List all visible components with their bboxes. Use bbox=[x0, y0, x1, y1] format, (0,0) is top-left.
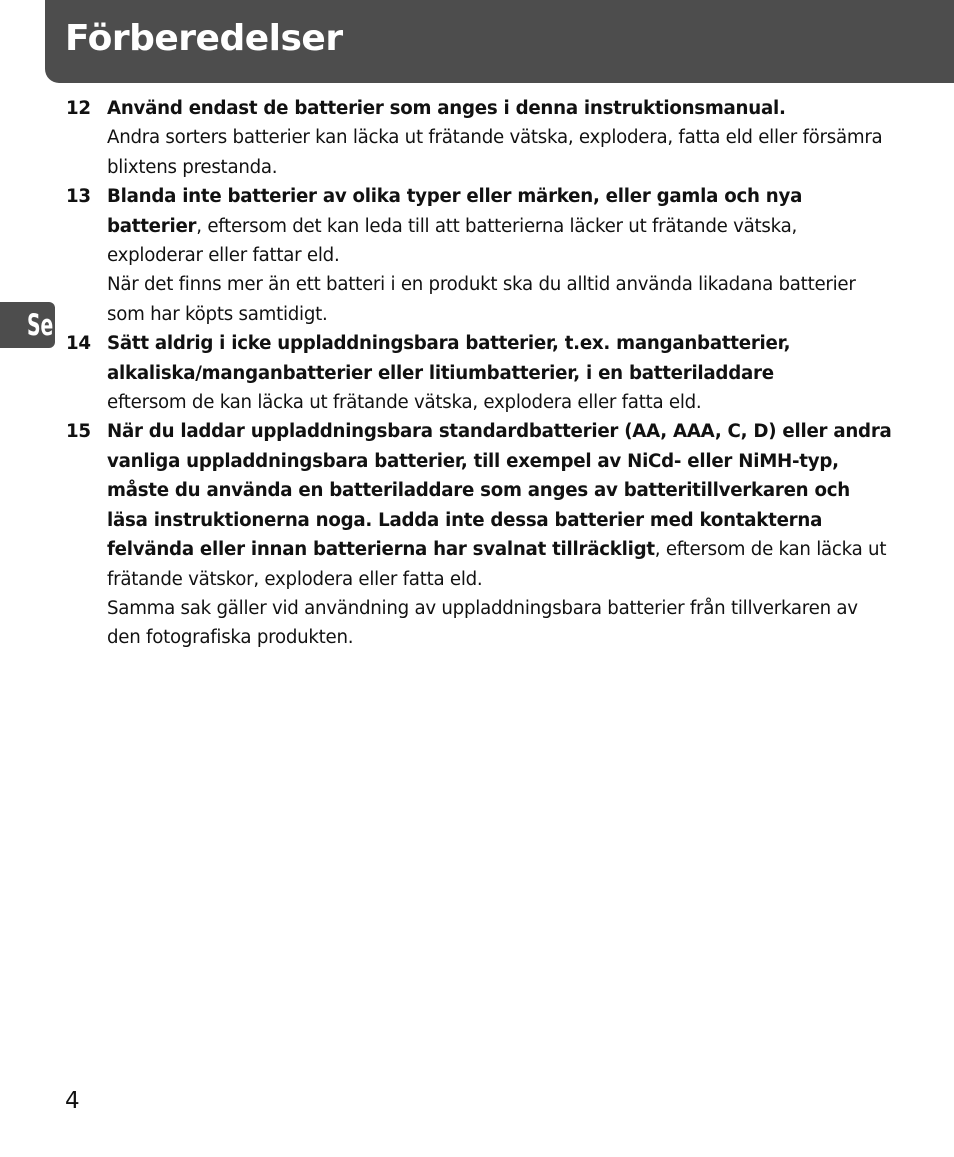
language-tab-label: Se bbox=[27, 308, 54, 342]
item-body bbox=[107, 182, 896, 329]
item-extra-text: eftersom de kan läcka ut frätande vätska, explodera eller fatta eld. bbox=[107, 392, 702, 414]
item-heading: Blanda inte batterier av olika typer eller märken, eller gamla och nya batterier bbox=[107, 186, 803, 237]
item-number: 13 bbox=[66, 186, 91, 208]
page-title: Förberedelser bbox=[65, 18, 343, 59]
item-text: , eftersom det kan leda till att batterierna läcker ut frätande vätska, exploderar eller fattar eld. bbox=[107, 215, 797, 267]
page-number: 4 bbox=[65, 1088, 80, 1114]
item-heading: När du laddar uppladdningsbara standardbatterier (AA, AAA, C, D) eller andra vanliga uppladdningsbara batterier, till exempel av NiCd- eller NiMH-typ, måste du använda en batteriladdare som anges av batteritillverkaren och läsa instruktionerna noga. Ladda inte dessa batterier med kontakterna felvända eller innan batterierna har svalnat tillräckligt bbox=[107, 421, 892, 561]
warning-item-12 bbox=[66, 94, 896, 182]
item-heading: Använd endast de batterier som anges i denna instruktionsmanual. bbox=[107, 98, 786, 119]
warning-list bbox=[66, 94, 896, 653]
item-number: 15 bbox=[66, 421, 91, 443]
warning-item-13 bbox=[66, 182, 896, 329]
warning-item-14 bbox=[66, 329, 896, 417]
item-number: 12 bbox=[66, 98, 91, 119]
item-extra-text: Samma sak gäller vid användning av uppladdningsbara batterier från tillverkaren av den fotografiska produkten. bbox=[107, 597, 858, 649]
item-extra-text: När det finns mer än ett batteri i en produkt ska du alltid använda likadana batterier som har köpts samtidigt. bbox=[107, 274, 856, 325]
section-header-bar bbox=[45, 0, 954, 83]
item-number: 14 bbox=[66, 333, 91, 355]
item-body bbox=[107, 94, 896, 182]
language-tab bbox=[0, 302, 55, 348]
item-text: Andra sorters batterier kan läcka ut frätande vätska, explodera, fatta eld eller försämra blixtens prestanda. bbox=[107, 127, 883, 178]
item-body bbox=[107, 417, 896, 652]
item-heading: Sätt aldrig i icke uppladdningsbara batterier, t.ex. manganbatterier, alkaliska/manganbatterier eller litiumbatterier, i en batteriladdare bbox=[107, 333, 791, 384]
item-body bbox=[107, 329, 896, 417]
warning-item-15 bbox=[66, 417, 896, 652]
item-text: , eftersom de kan läcka ut frätande vätskor, explodera eller fatta eld. bbox=[107, 539, 887, 590]
